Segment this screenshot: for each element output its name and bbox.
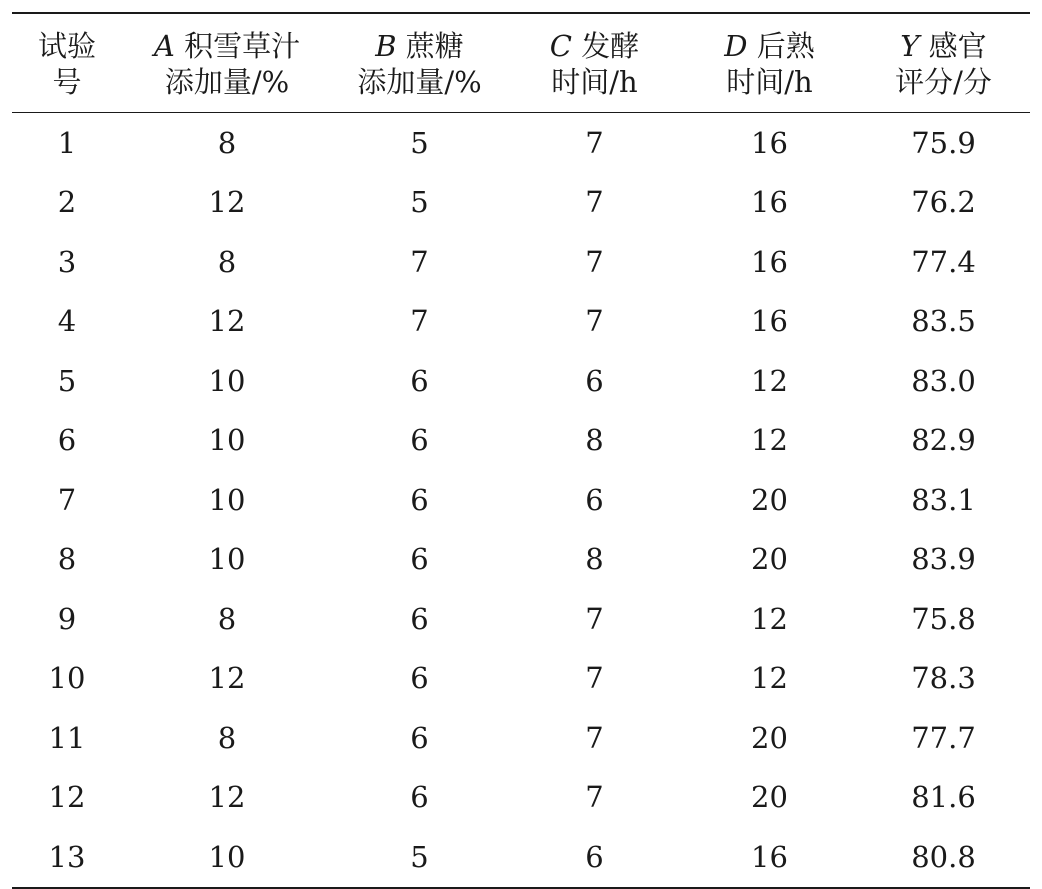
c-value-cell: 6 [585, 482, 604, 517]
header-y-sensory-score [857, 13, 1030, 113]
table-row [12, 232, 1030, 292]
b-value-cell: 6 [410, 542, 429, 577]
c-value-cell: 6 [585, 839, 604, 874]
header-line1: 发酵 [581, 29, 640, 63]
header-d-ripening-time [682, 13, 857, 113]
table-row [12, 708, 1030, 768]
header-line1: 感官 [928, 29, 987, 63]
y-score-cell: 76.2 [911, 185, 976, 220]
y-score-cell: 78.3 [911, 661, 976, 696]
header-line2: 时间/h [726, 65, 813, 99]
trial-number-cell: 12 [48, 780, 86, 815]
header-variable: B [375, 29, 397, 63]
a-value-cell: 10 [208, 542, 246, 577]
c-value-cell: 8 [585, 423, 604, 458]
d-value-cell: 12 [751, 601, 788, 636]
trial-number-cell: 3 [57, 244, 77, 279]
c-value-cell: 7 [585, 244, 604, 279]
trial-number-cell: 13 [48, 839, 86, 874]
d-value-cell: 20 [751, 720, 788, 755]
b-value-cell: 6 [410, 423, 429, 458]
y-score-cell: 80.8 [911, 839, 976, 874]
header-line2: 时间/h [551, 65, 638, 99]
trial-number-cell: 10 [48, 661, 86, 696]
table-row [12, 292, 1030, 352]
trial-number-cell: 2 [57, 185, 77, 220]
b-value-cell: 7 [410, 304, 429, 339]
a-value-cell: 12 [208, 661, 246, 696]
b-value-cell: 5 [410, 839, 429, 874]
b-value-cell: 6 [410, 661, 429, 696]
experiment-table-container [12, 12, 1030, 889]
experiment-table [12, 12, 1030, 889]
table-row [12, 113, 1030, 173]
a-value-cell: 12 [208, 185, 246, 220]
header-line2: 评分/分 [895, 65, 992, 99]
table-row [12, 768, 1030, 828]
a-value-cell: 8 [217, 601, 237, 636]
a-value-cell: 10 [208, 423, 246, 458]
c-value-cell: 7 [585, 601, 604, 636]
trial-number-cell: 9 [57, 601, 77, 636]
header-variable: Y [900, 29, 920, 63]
d-value-cell: 16 [751, 304, 788, 339]
a-value-cell: 12 [208, 780, 246, 815]
trial-number-cell: 4 [57, 304, 77, 339]
header-line1: 积雪草汁 [184, 29, 301, 63]
d-value-cell: 12 [751, 363, 788, 398]
b-value-cell: 7 [410, 244, 429, 279]
header-a-juice-addition [122, 13, 332, 113]
d-value-cell: 16 [751, 839, 788, 874]
a-value-cell: 10 [208, 482, 246, 517]
b-value-cell: 6 [410, 601, 429, 636]
y-score-cell: 83.5 [911, 304, 976, 339]
a-value-cell: 12 [208, 304, 246, 339]
c-value-cell: 7 [585, 780, 604, 815]
trial-number-cell: 1 [57, 125, 77, 160]
y-score-cell: 83.9 [911, 542, 976, 577]
y-score-cell: 82.9 [911, 423, 976, 458]
b-value-cell: 6 [410, 482, 429, 517]
c-value-cell: 7 [585, 720, 604, 755]
y-score-cell: 77.7 [911, 720, 976, 755]
a-value-cell: 10 [208, 839, 246, 874]
header-c-fermentation-time [507, 13, 682, 113]
header-line1: 蔗糖 [405, 29, 464, 63]
header-trial-number [12, 13, 122, 113]
y-score-cell: 77.4 [911, 244, 976, 279]
c-value-cell: 8 [585, 542, 604, 577]
table-row [12, 530, 1030, 590]
d-value-cell: 20 [751, 482, 788, 517]
a-value-cell: 8 [217, 720, 237, 755]
b-value-cell: 5 [410, 185, 429, 220]
header-row [12, 13, 1030, 113]
table-row [12, 589, 1030, 649]
d-value-cell: 16 [751, 244, 788, 279]
table-row [12, 351, 1030, 411]
b-value-cell: 6 [410, 720, 429, 755]
y-score-cell: 81.6 [911, 780, 976, 815]
table-row [12, 827, 1030, 888]
header-line2: 添加量/% [164, 65, 290, 99]
y-score-cell: 75.8 [911, 601, 976, 636]
header-variable: A [153, 29, 175, 63]
b-value-cell: 6 [410, 363, 429, 398]
table-body [12, 113, 1030, 888]
header-line2: 号 [52, 65, 82, 99]
a-value-cell: 10 [208, 363, 246, 398]
header-variable: C [549, 29, 572, 63]
c-value-cell: 7 [585, 185, 604, 220]
b-value-cell: 5 [410, 125, 429, 160]
d-value-cell: 20 [751, 542, 788, 577]
table-row [12, 411, 1030, 471]
trial-number-cell: 8 [57, 542, 77, 577]
header-variable: D [724, 29, 748, 63]
d-value-cell: 20 [751, 780, 788, 815]
a-value-cell: 8 [217, 244, 237, 279]
d-value-cell: 16 [751, 185, 788, 220]
table-row [12, 173, 1030, 233]
d-value-cell: 12 [751, 661, 788, 696]
a-value-cell: 8 [217, 125, 237, 160]
c-value-cell: 6 [585, 363, 604, 398]
y-score-cell: 83.1 [911, 482, 976, 517]
y-score-cell: 83.0 [911, 363, 976, 398]
header-line1: 后熟 [756, 29, 815, 63]
trial-number-cell: 7 [57, 482, 77, 517]
table-row [12, 470, 1030, 530]
c-value-cell: 7 [585, 661, 604, 696]
trial-number-cell: 6 [57, 423, 77, 458]
header-line1: 试验 [37, 29, 96, 63]
d-value-cell: 12 [751, 423, 788, 458]
table-row [12, 649, 1030, 709]
header-b-sucrose-addition [332, 13, 507, 113]
y-score-cell: 75.9 [911, 125, 976, 160]
trial-number-cell: 5 [57, 363, 77, 398]
d-value-cell: 16 [751, 125, 788, 160]
c-value-cell: 7 [585, 304, 604, 339]
b-value-cell: 6 [410, 780, 429, 815]
header-line2: 添加量/% [357, 65, 482, 99]
trial-number-cell: 11 [48, 720, 86, 755]
c-value-cell: 7 [585, 125, 604, 160]
